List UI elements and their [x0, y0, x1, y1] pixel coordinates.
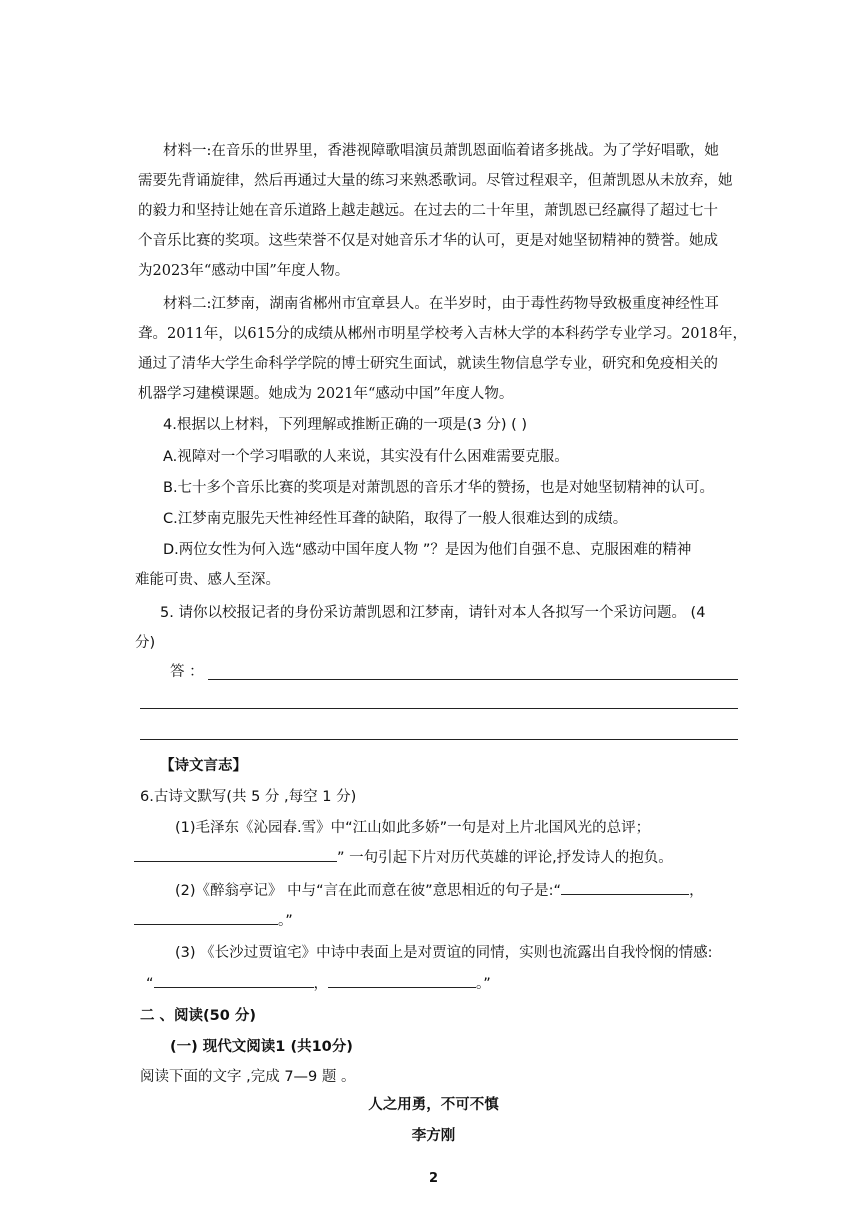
q5-line-1: 5. 请你以校报记者的身份采访萧凯恩和江梦南，请针对本人各拟写一个采访问题。 (4	[160, 605, 706, 621]
section-poetry-title: 【诗文言志】	[160, 758, 247, 774]
material1-line-1: 材料一:在音乐的世界里，香港视障歌唱演员萧凯恩面临着诸多挑战。为了学好唱歌，她	[163, 143, 719, 159]
q6-item3-blank-2[interactable]	[328, 972, 476, 988]
subsection1-title: (一) 现代文阅读1 (共10分)	[170, 1039, 353, 1055]
q6-item2-text: (2)《醉翁亭记》 中与“言在此而意在彼”意思相近的句子是:“	[175, 883, 562, 899]
q4-stem: 4.根据以上材料，下列理解或推断正确的一项是(3 分) ( )	[163, 417, 528, 433]
article-author: 李方刚	[411, 1128, 456, 1144]
material2-line-4: 机器学习建模课题。她成为 2021年“感动中国”年度人物。	[138, 386, 514, 402]
q6-item3-blank-1[interactable]	[154, 972, 314, 988]
q6-item1-line-1: (1)毛泽东《沁园春.雪》中“江山如此多娇”一句是对上片北国风光的总评；	[175, 820, 651, 836]
material2-line-1: 材料二:江梦南，湖南省郴州市宜章县人。在半岁时，由于毒性药物导致极重度神经性耳	[163, 296, 719, 312]
q6-item3-open: “	[146, 976, 154, 992]
q6-item3-comma: ，	[313, 976, 329, 992]
article-title: 人之用勇，不可不慎	[368, 1097, 499, 1113]
q6-item1-tail: ” 一句引起下片对历代英雄的评论,抒发诗人的抱负。	[337, 850, 673, 866]
q4-option-c: C.江梦南克服先天性神经性耳聋的缺陷，取得了一般人很难达到的成绩。	[163, 511, 628, 527]
q6-item1-line-2	[134, 846, 673, 869]
q6-item2-blank-2[interactable]	[134, 909, 278, 925]
q6-item2-line-1	[175, 879, 704, 902]
q5-line-2: 分)	[135, 635, 156, 651]
q6-item1-blank[interactable]	[134, 846, 337, 862]
q6-item3-line-1: (3) 《长沙过贾谊宅》中诗中表面上是对贾谊的同情，实则也流露出自我怜悯的情感:	[175, 945, 713, 961]
material1-line-5: 为2023年“感动中国”年度人物。	[138, 263, 350, 279]
q6-item2-line-2	[134, 909, 293, 932]
q5-answer-line-3[interactable]	[140, 739, 738, 740]
q5-answer-label: 答 ：	[170, 664, 204, 680]
material1-line-2: 需要先背诵旋律，然后再通过大量的练习来熟悉歌词。尽管过程艰辛，但萧凯恩从未放弃，她	[138, 173, 733, 189]
q6-item2-blank-1[interactable]	[561, 879, 689, 895]
section2-title: 二 、阅读(50 分)	[140, 1008, 257, 1024]
material2-line-3: 通过了清华大学生命科学学院的博士研究生面试，就读生物信息学专业，研究和免疫相关的	[138, 356, 718, 372]
q6-item2-end: 。”	[278, 913, 293, 929]
material1-line-4: 个音乐比赛的奖项。这些荣誉不仅是对她音乐才华的认可，更是对她坚韧精神的赞誉。她成	[138, 233, 718, 249]
q4-option-a: A.视障对一个学习唱歌的人来说，其实没有什么困难需要克服。	[163, 449, 569, 465]
q4-option-d-line-1: D.两位女性为何入选“感动中国年度人物 ”？是因为他们自强不息、克服困难的精神	[163, 542, 692, 558]
reading-instruction: 阅读下面的文字 ,完成 7—9 题 。	[140, 1069, 356, 1085]
material2-line-2: 聋。2011年，以615分的成绩从郴州市明星学校考入吉林大学的本科药学专业学习。2018年，	[138, 326, 747, 342]
q4-option-d-line-2: 难能可贵、感人至深。	[135, 572, 280, 588]
material1-line-3: 的毅力和坚持让她在音乐道路上越走越远。在过去的二十年里，萧凯恩已经赢得了超过七十	[138, 203, 718, 219]
q4-option-b: B.七十多个音乐比赛的奖项是对萧凯恩的音乐才华的赞扬，也是对她坚韧精神的认可。	[163, 480, 715, 496]
q6-item3-end: 。”	[476, 976, 491, 992]
q5-answer-line-2[interactable]	[140, 708, 738, 709]
page-number: 2	[428, 1171, 439, 1186]
q6-item2-comma: ，	[689, 883, 704, 899]
q6-stem: 6.古诗文默写(共 5 分 ,每空 1 分)	[140, 789, 357, 805]
q6-item3-line-2	[146, 972, 491, 995]
q5-answer-line-1[interactable]	[208, 679, 738, 680]
